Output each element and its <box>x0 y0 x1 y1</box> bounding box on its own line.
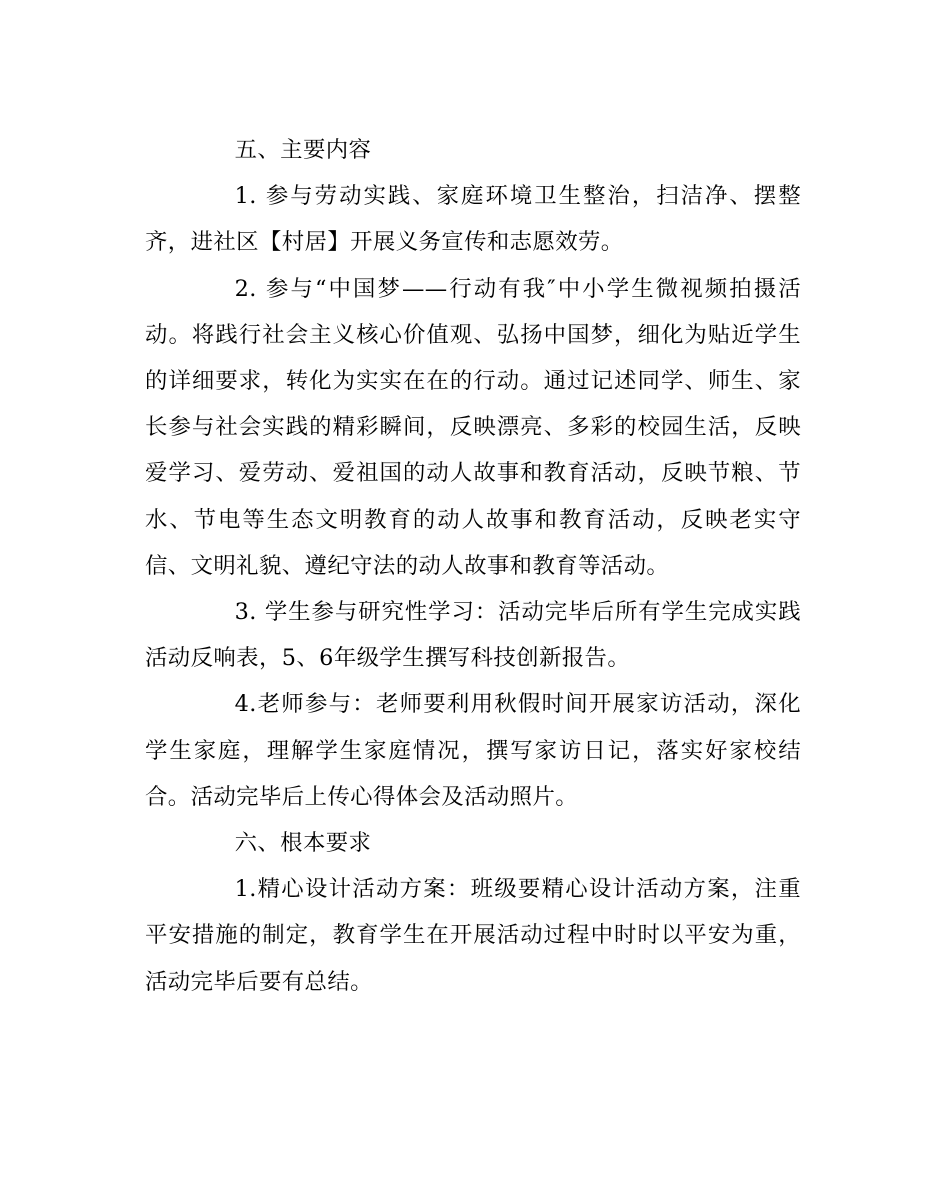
section-heading-main-content: 五、主要内容 <box>234 137 372 163</box>
document-body <box>145 127 801 1005</box>
paragraph-item-3: 3. 学生参与研究性学习：活动完毕后所有学生完成实践活动反响表，5、6年级学生撰写科技创新报告。 <box>145 599 801 672</box>
paragraph-item-2: 2. 参与“中国梦——行动有我″中小学生微视频拍摄活动。将践行社会主义核心价值观、弘扬中国梦，细化为贴近学生的详细要求，转化为实实在在的行动。通过记述同学、师生、家长参与社会实践的精彩瞬间，反映漂亮、多彩的校园生活，反映爱学习、爱劳动、爱祖国的动人故事和教育活动，反映节粮、节水、节电等生态文明教育的动人故事和教育活动，反映老实守信、文明礼貌、遵纪守法的动人故事和教育等活动。 <box>145 275 801 579</box>
paragraph-item-1: 1. 参与劳动实践、家庭环境卫生整治，扫洁净、摆整齐，进社区【村居】开展义务宣传和志愿效劳。 <box>145 183 801 256</box>
paragraph-item-4: 4.老师参与：老师要利用秋假时间开展家访活动，深化学生家庭，理解学生家庭情况，撰写家访日记，落实好家校结合。活动完毕后上传心得体会及活动照片。 <box>145 691 801 810</box>
paragraph-requirement-1: 1.精心设计活动方案：班级要精心设计活动方案，注重平安措施的制定，教育学生在开展活动过程中时时以平安为重，活动完毕后要有总结。 <box>145 876 801 995</box>
section-heading-basic-requirements: 六、根本要求 <box>234 830 372 857</box>
